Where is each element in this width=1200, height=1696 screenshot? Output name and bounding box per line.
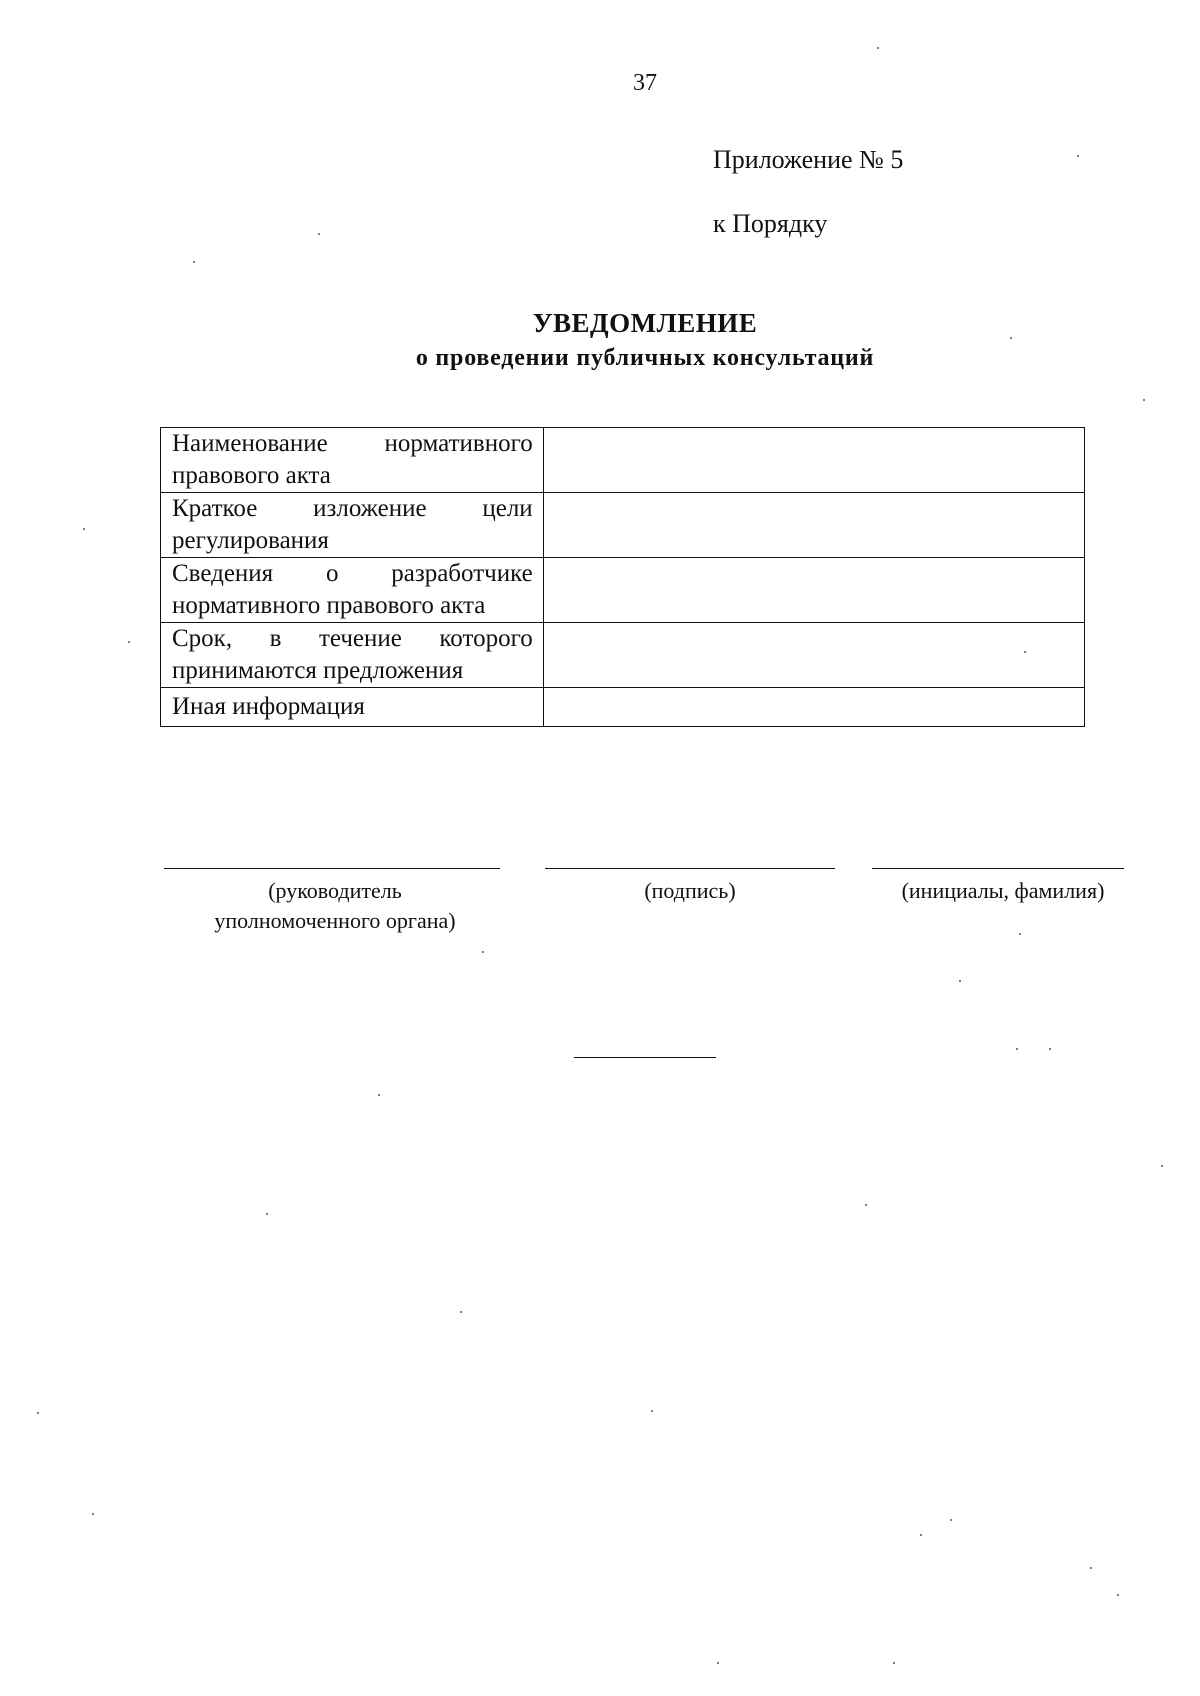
scan-speck [482, 951, 484, 953]
scan-speck [1019, 933, 1021, 935]
scan-speck [1090, 1567, 1092, 1569]
scan-speck [950, 1519, 952, 1521]
document-subtitle: о проведении публичных консультаций [415, 345, 875, 371]
row-value-other-info [543, 688, 1084, 727]
appendix-reference: к Порядку [713, 209, 828, 238]
name-caption: (инициалы, фамилия) [901, 878, 1105, 903]
scan-speck [1077, 155, 1079, 157]
scan-speck [1117, 1594, 1119, 1596]
scan-speck [717, 1662, 719, 1664]
scan-speck [1010, 337, 1012, 339]
scan-speck [1161, 1165, 1163, 1167]
row-label-other-info: Иная информация [161, 688, 544, 727]
signature-caption: (подпись) [644, 878, 736, 903]
table-row [161, 623, 1085, 688]
scan-speck [877, 47, 879, 49]
scan-speck [1016, 1048, 1018, 1050]
scan-speck [92, 1513, 94, 1515]
scan-speck [460, 1311, 462, 1313]
row-label-act-name: Наименование нормативного правового акта [161, 428, 544, 493]
signature-line [545, 868, 835, 869]
scan-speck [893, 1662, 895, 1664]
row-value-act-name [543, 428, 1084, 493]
row-label-regulation-goal: Краткое изложение цели регулирования [161, 493, 544, 558]
scan-speck [378, 1094, 380, 1096]
notification-table [160, 427, 1085, 727]
appendix-number: Приложение № 5 [713, 145, 904, 174]
scan-speck [1049, 1048, 1051, 1050]
scan-speck [37, 1412, 39, 1414]
name-signature-line [872, 868, 1124, 869]
scan-speck [920, 1534, 922, 1536]
official-signature-line [164, 868, 500, 869]
scan-speck [651, 1410, 653, 1412]
table-row [161, 493, 1085, 558]
row-label-deadline: Срок, в течение которого принимаются предложения [161, 623, 544, 688]
scan-speck [318, 233, 320, 235]
end-of-document-rule [574, 1057, 716, 1058]
scan-speck [1024, 651, 1026, 653]
table-row [161, 428, 1085, 493]
row-value-developer [543, 558, 1084, 623]
row-value-deadline [543, 623, 1084, 688]
scan-speck [266, 1213, 268, 1215]
table-row [161, 558, 1085, 623]
scan-speck [83, 528, 85, 530]
table-row [161, 688, 1085, 727]
row-value-regulation-goal [543, 493, 1084, 558]
scan-speck [865, 1204, 867, 1206]
official-caption: (руководитель уполномоченного органа) [214, 878, 456, 933]
document-title: УВЕДОМЛЕНИЕ [532, 308, 758, 338]
page-number: 37 [633, 70, 657, 96]
scan-speck [1143, 399, 1145, 401]
row-label-developer: Сведения о разработчике нормативного правового акта [161, 558, 544, 623]
scan-speck [128, 641, 130, 643]
scan-speck [193, 261, 195, 263]
scan-speck [959, 980, 961, 982]
